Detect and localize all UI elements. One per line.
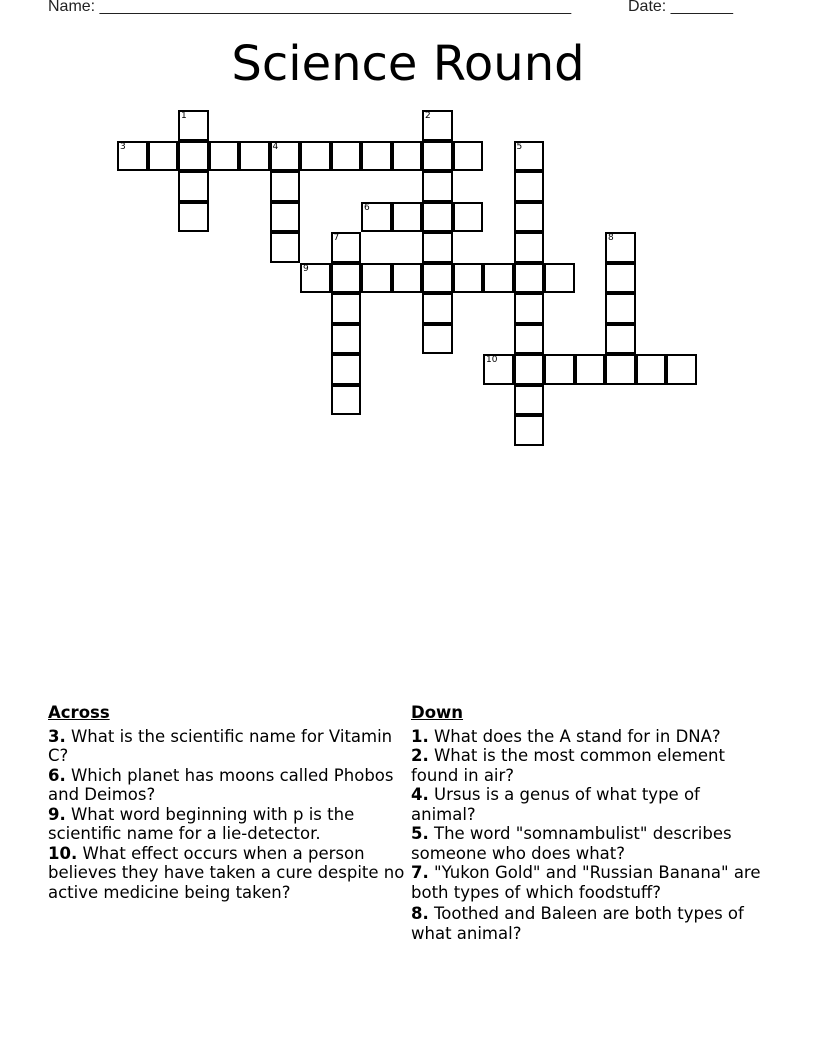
crossword-cell[interactable] <box>575 354 606 385</box>
crossword-cell[interactable] <box>117 141 148 172</box>
crossword-cell[interactable] <box>514 324 545 355</box>
clue-text: Which planet has moons called Phobos and Deimos? <box>48 765 394 804</box>
crossword-cell[interactable] <box>453 202 484 233</box>
clue-number: 10 <box>486 355 498 365</box>
clue-number: 8. <box>411 904 429 923</box>
crossword-cell[interactable] <box>514 263 545 294</box>
crossword-cell[interactable] <box>361 263 392 294</box>
clue-number: 1. <box>411 726 429 746</box>
clue-text: What word beginning with p is the scientific name for a lie-detector. <box>48 804 355 843</box>
crossword-cell[interactable] <box>270 171 301 202</box>
crossword-cell[interactable] <box>422 110 453 141</box>
across-clue <box>48 766 408 805</box>
crossword-cell[interactable] <box>605 263 636 294</box>
crossword-cell[interactable] <box>514 415 545 446</box>
clue-number: 10. <box>48 843 78 863</box>
crossword-cell[interactable] <box>636 354 667 385</box>
crossword-cell[interactable] <box>453 141 484 172</box>
crossword-cell[interactable] <box>544 354 575 385</box>
crossword-cell[interactable] <box>178 171 209 202</box>
crossword-cell[interactable] <box>514 293 545 324</box>
page-title: Science Round <box>231 36 585 92</box>
clue-number: 2. <box>411 746 429 765</box>
crossword-cell[interactable] <box>544 263 575 294</box>
clue-number: 7 <box>333 233 340 243</box>
crossword-cell[interactable] <box>178 141 209 172</box>
crossword-cell[interactable] <box>209 141 240 172</box>
crossword-cell[interactable] <box>178 110 209 141</box>
name-line: Name: _____________________________________________________ <box>48 0 572 15</box>
crossword-cell[interactable] <box>483 263 514 294</box>
crossword-cell[interactable] <box>422 324 453 355</box>
crossword-cell[interactable] <box>331 324 362 355</box>
crossword-cell[interactable] <box>422 293 453 324</box>
crossword-cell[interactable] <box>270 202 301 233</box>
clue-text: What does the A stand for in DNA? <box>428 726 721 746</box>
down-clue <box>411 746 761 785</box>
clue-number: 1 <box>181 111 187 121</box>
clue-number: 5. <box>411 824 429 843</box>
crossword-cell[interactable] <box>605 324 636 355</box>
clue-number: 4. <box>411 785 429 804</box>
crossword-cell[interactable] <box>514 171 545 202</box>
crossword-cell[interactable] <box>178 202 209 233</box>
clue-number: 4 <box>272 141 279 152</box>
clue-text: What is the scientific name for Vitamin C? <box>48 726 393 765</box>
crossword-cell[interactable] <box>300 263 331 294</box>
crossword-cell[interactable] <box>422 141 453 172</box>
across-clue <box>48 805 408 844</box>
crossword-cell[interactable] <box>331 141 362 172</box>
crossword-cell[interactable] <box>270 232 301 263</box>
down-clues <box>411 703 761 943</box>
crossword-cell[interactable] <box>392 141 423 172</box>
crossword-cell[interactable] <box>361 141 392 172</box>
crossword-cell[interactable] <box>422 263 453 294</box>
crossword-cell[interactable] <box>331 354 362 385</box>
crossword-cell[interactable] <box>422 232 453 263</box>
crossword-cell[interactable] <box>148 141 179 172</box>
crossword-cell[interactable] <box>483 354 514 385</box>
across-heading: Across <box>48 703 110 722</box>
crossword-cell[interactable] <box>422 171 453 202</box>
crossword-cell[interactable] <box>392 202 423 233</box>
clue-number: 7. <box>411 863 429 882</box>
clue-text: Ursus is a genus of what type of animal? <box>411 785 700 824</box>
down-clue-list <box>411 727 761 944</box>
crossword-cell[interactable] <box>361 202 392 233</box>
crossword-cell[interactable] <box>239 141 270 172</box>
down-clue <box>411 824 761 863</box>
crossword-cell[interactable] <box>300 141 331 172</box>
across-clue <box>48 727 408 766</box>
crossword-grid <box>0 0 816 460</box>
crossword-cell[interactable] <box>514 202 545 233</box>
crossword-cell[interactable] <box>331 385 362 416</box>
down-clue <box>411 727 761 747</box>
clue-number: 3. <box>48 726 66 746</box>
crossword-cell[interactable] <box>422 202 453 233</box>
crossword-cell[interactable] <box>270 141 301 172</box>
clue-text: What effect occurs when a person believes they have taken a cure despite no active medicine being taken? <box>48 843 405 902</box>
across-clue-list <box>48 727 408 903</box>
clue-number: 8 <box>608 233 614 243</box>
clue-number: 6. <box>48 765 66 785</box>
crossword-cell[interactable] <box>514 141 545 172</box>
crossword-cell[interactable] <box>514 354 545 385</box>
clue-number: 2 <box>425 111 431 121</box>
clue-number: 6 <box>364 202 370 213</box>
down-clue <box>411 904 761 943</box>
crossword-cell[interactable] <box>453 263 484 294</box>
clue-text: "Yukon Gold" and "Russian Banana" are both types of which foodstuff? <box>411 863 761 902</box>
clue-number: 9. <box>48 804 66 824</box>
crossword-cell[interactable] <box>605 293 636 324</box>
crossword-cell[interactable] <box>666 354 697 385</box>
crossword-cell[interactable] <box>331 232 362 263</box>
crossword-cell[interactable] <box>331 263 362 294</box>
crossword-cell[interactable] <box>392 263 423 294</box>
clue-number: 5 <box>516 141 523 152</box>
date-line: Date: _______ <box>628 0 733 15</box>
down-heading: Down <box>411 703 464 722</box>
across-clues <box>48 703 408 902</box>
crossword-cell[interactable] <box>331 293 362 324</box>
crossword-cell[interactable] <box>605 232 636 263</box>
clue-text: What is the most common element found in air? <box>411 746 725 785</box>
down-clue <box>411 785 761 824</box>
clue-text: Toothed and Baleen are both types of what animal? <box>411 904 744 943</box>
crossword-cell[interactable] <box>514 232 545 263</box>
crossword-cell[interactable] <box>514 385 545 416</box>
clue-number: 9 <box>303 263 309 274</box>
down-clue <box>411 863 761 902</box>
clue-number: 3 <box>120 141 126 152</box>
crossword-cell[interactable] <box>605 354 636 385</box>
clue-text: The word "somnambulist" describes someone who does what? <box>411 824 732 863</box>
across-clue <box>48 844 408 903</box>
